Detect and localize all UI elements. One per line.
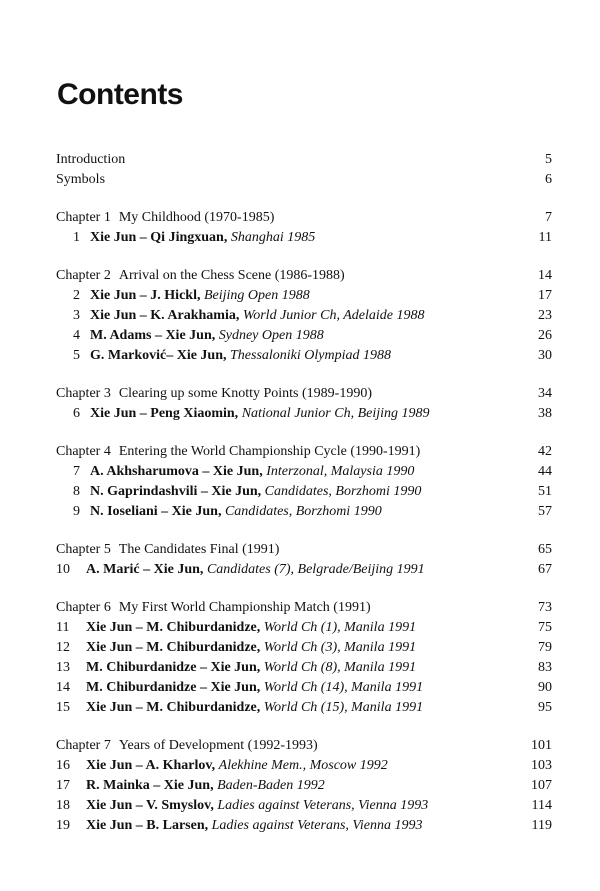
game-players: M. Chiburdanidze – Xie Jun, <box>86 660 261 675</box>
game-number: 1 <box>73 230 80 245</box>
chapter-title: The Candidates Final (1991) <box>118 542 280 557</box>
game-event: Ladies against Veterans, Vienna 1993 <box>217 798 429 813</box>
page-number: 5 <box>545 152 552 167</box>
game-entry[interactable] <box>56 228 552 248</box>
game-entry[interactable] <box>56 482 552 502</box>
page-number: 65 <box>538 542 552 557</box>
page-number: 14 <box>538 268 552 283</box>
game-event: World Ch (8), Manila 1991 <box>263 660 417 675</box>
section-gap <box>56 718 552 736</box>
page-number: 23 <box>538 308 552 323</box>
chapter-heading[interactable] <box>56 442 552 462</box>
page-number: 38 <box>538 406 552 421</box>
game-event: World Ch (1), Manila 1991 <box>263 620 417 635</box>
game-players: Xie Jun – A. Kharlov, <box>86 758 216 773</box>
game-number: 9 <box>73 504 80 519</box>
game-number: 17 <box>56 778 70 793</box>
game-players: Xie Jun – Peng Xiaomin, <box>90 406 239 421</box>
game-event: Candidates (7), Belgrade/Beijing 1991 <box>206 562 425 577</box>
game-entry[interactable] <box>56 776 552 796</box>
page-number: 114 <box>531 798 552 813</box>
page-number: 42 <box>538 444 552 459</box>
game-event: Thessaloniki Olympiad 1988 <box>230 348 391 363</box>
game-entry[interactable] <box>56 618 552 638</box>
game-players: N. Gaprindashvili – Xie Jun, <box>90 484 262 499</box>
game-event: Beijing Open 1988 <box>203 288 310 303</box>
section-gap <box>56 522 552 540</box>
page-number: 73 <box>538 600 552 615</box>
game-entry[interactable] <box>56 462 552 482</box>
game-event: Shanghai 1985 <box>230 230 316 245</box>
chapter-title: Arrival on the Chess Scene (1986-1988) <box>118 268 345 283</box>
game-number: 12 <box>56 640 70 655</box>
game-entry[interactable] <box>56 286 552 306</box>
game-number: 5 <box>73 348 80 363</box>
chapter-title: Entering the World Championship Cycle (1990-1991) <box>118 444 421 459</box>
game-entry[interactable] <box>56 698 552 718</box>
game-entry[interactable] <box>56 658 552 678</box>
game-event: Sydney Open 1988 <box>218 328 324 343</box>
game-players: N. Ioseliani – Xie Jun, <box>90 504 222 519</box>
game-number: 8 <box>73 484 80 499</box>
game-number: 15 <box>56 700 70 715</box>
game-players: Xie Jun – M. Chiburdanidze, <box>86 620 261 635</box>
chapter-heading[interactable] <box>56 208 552 228</box>
game-event: World Ch (3), Manila 1991 <box>263 640 417 655</box>
game-number: 4 <box>73 328 80 343</box>
game-players: M. Adams – Xie Jun, <box>90 328 216 343</box>
chapter-heading[interactable] <box>56 736 552 756</box>
game-players: Xie Jun – J. Hickl, <box>90 288 201 303</box>
game-players: Xie Jun – K. Arakhamia, <box>90 308 240 323</box>
page-number: 95 <box>538 700 552 715</box>
page-number: 44 <box>538 464 552 479</box>
section-gap <box>56 424 552 442</box>
toc-entry-symbols[interactable] <box>56 170 552 190</box>
page-number: 75 <box>538 620 552 635</box>
page-number: 101 <box>531 738 552 753</box>
table-of-contents <box>56 150 552 836</box>
game-event: Ladies against Veterans, Vienna 1993 <box>211 818 423 833</box>
game-number: 7 <box>73 464 80 479</box>
game-event: Alekhine Mem., Moscow 1992 <box>218 758 388 773</box>
game-players: G. Marković– Xie Jun, <box>90 348 227 363</box>
chapter-title: My Childhood (1970-1985) <box>118 210 275 225</box>
game-players: M. Chiburdanidze – Xie Jun, <box>86 680 261 695</box>
chapter-heading[interactable] <box>56 540 552 560</box>
game-players: Xie Jun – B. Larsen, <box>86 818 209 833</box>
chapter-label: Chapter 3 <box>56 386 111 401</box>
page-number: 90 <box>538 680 552 695</box>
game-players: Xie Jun – M. Chiburdanidze, <box>86 700 261 715</box>
page-number: 119 <box>531 818 552 833</box>
page-number: 11 <box>538 230 552 245</box>
chapter-heading[interactable] <box>56 598 552 618</box>
game-number: 10 <box>56 562 70 577</box>
game-event: World Ch (15), Manila 1991 <box>263 700 424 715</box>
game-entry[interactable] <box>56 796 552 816</box>
game-entry[interactable] <box>56 404 552 424</box>
game-event: Baden-Baden 1992 <box>217 778 325 793</box>
game-entry[interactable] <box>56 502 552 522</box>
game-number: 3 <box>73 308 80 323</box>
page-number: 103 <box>531 758 552 773</box>
game-number: 6 <box>73 406 80 421</box>
page-title: Contents <box>57 78 183 111</box>
game-entry[interactable] <box>56 756 552 776</box>
game-event: World Junior Ch, Adelaide 1988 <box>242 308 425 323</box>
game-entry[interactable] <box>56 560 552 580</box>
game-number: 18 <box>56 798 70 813</box>
page-number: 67 <box>538 562 552 577</box>
chapter-title: Clearing up some Knotty Points (1989-1990) <box>118 386 372 401</box>
page-number: 107 <box>531 778 552 793</box>
chapter-list <box>56 190 552 836</box>
game-entry[interactable] <box>56 326 552 346</box>
page-number: 17 <box>538 288 552 303</box>
page-number: 57 <box>538 504 552 519</box>
chapter-label: Chapter 4 <box>56 444 111 459</box>
chapter-label: Chapter 1 <box>56 210 111 225</box>
toc-entry-introduction[interactable] <box>56 150 552 170</box>
section-gap <box>56 248 552 266</box>
page-number: 30 <box>538 348 552 363</box>
page-number: 7 <box>545 210 552 225</box>
entry-title: Introduction <box>56 152 126 167</box>
game-players: Xie Jun – V. Smyslov, <box>86 798 214 813</box>
chapter-label: Chapter 6 <box>56 600 111 615</box>
game-event: Interzonal, Malaysia 1990 <box>266 464 415 479</box>
game-players: Xie Jun – M. Chiburdanidze, <box>86 640 261 655</box>
game-entry[interactable] <box>56 306 552 326</box>
page-number: 51 <box>538 484 552 499</box>
game-players: A. Akhsharumova – Xie Jun, <box>90 464 263 479</box>
chapter-title: Years of Development (1992-1993) <box>118 738 318 753</box>
game-players: Xie Jun – Qi Jingxuan, <box>90 230 228 245</box>
chapter-heading[interactable] <box>56 384 552 404</box>
game-players: A. Marić – Xie Jun, <box>86 562 204 577</box>
section-gap <box>56 190 552 208</box>
game-players: R. Mainka – Xie Jun, <box>86 778 214 793</box>
game-number: 16 <box>56 758 70 773</box>
game-entry[interactable] <box>56 678 552 698</box>
chapter-label: Chapter 7 <box>56 738 111 753</box>
game-event: Candidates, Borzhomi 1990 <box>264 484 422 499</box>
game-number: 19 <box>56 818 70 833</box>
game-event: Candidates, Borzhomi 1990 <box>224 504 382 519</box>
page-number: 6 <box>545 172 552 187</box>
chapter-heading[interactable] <box>56 266 552 286</box>
chapter-title: My First World Championship Match (1991) <box>118 600 371 615</box>
game-number: 11 <box>56 620 70 635</box>
chapter-label: Chapter 5 <box>56 542 111 557</box>
game-entry[interactable] <box>56 638 552 658</box>
game-entry[interactable] <box>56 346 552 366</box>
game-event: National Junior Ch, Beijing 1989 <box>241 406 430 421</box>
game-number: 14 <box>56 680 70 695</box>
chapter-label: Chapter 2 <box>56 268 111 283</box>
game-number: 2 <box>73 288 80 303</box>
page-number: 26 <box>538 328 552 343</box>
page-number: 83 <box>538 660 552 675</box>
section-gap <box>56 580 552 598</box>
game-event: World Ch (14), Manila 1991 <box>263 680 424 695</box>
entry-title: Symbols <box>56 172 106 187</box>
section-gap <box>56 366 552 384</box>
game-number: 13 <box>56 660 70 675</box>
game-entry[interactable] <box>56 816 552 836</box>
page-number: 34 <box>538 386 552 401</box>
page-number: 79 <box>538 640 552 655</box>
